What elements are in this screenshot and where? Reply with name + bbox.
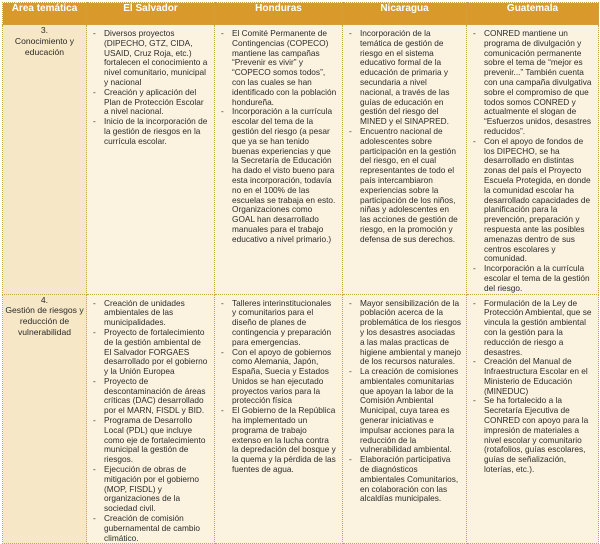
list-item: - CONRED mantiene un programa de divulgación y comunicación permanente sobre el tema de “mejor es prevenir...” También cuenta con una campaña divulgativa sobre el compromiso de que todos somos CONRED y actualmente el slogan de “Esfuerzos unidos, desastres reducidos”. (472, 29, 593, 137)
cell-honduras (215, 294, 343, 544)
list-item: - Incorporación de la temática de gestión de riesgo en el sistema educativo formal de la educación de primaria y secundaria a nivel nacional, a través de las guías de educación en gestión del riesgo del MINED y el SINAPRED. (348, 29, 461, 127)
area-number: 4. (40, 294, 49, 305)
list-item: - Con el apoyo de gobiernos como Alemania, Japón, España, Suecia y Estados Unidos se han ejecutado proyectos varios para la protección física (220, 348, 337, 407)
table-row (3, 294, 599, 544)
list-item: - Programa de Desarrollo Local (PDL) que incluye como eje de fortalecimiento municipal la gestión de riesgos. (92, 416, 209, 465)
list-item: - Diversos proyectos (DIPECHO, GTZ, CIDA, USAID, Cruz Roja, etc.) fortalecen el conocimiento a nivel comunitario, municipal y nacional (92, 29, 209, 88)
cell-guatemala (467, 25, 599, 295)
list-item: - Se ha fortalecido a la Secretaría Ejecutiva de CONRED con apoyo para la impresión de materiales a nivel escolar y comunitario (rotafolios, guías escolares, guías de señalización, loterías, etc.). (472, 396, 593, 474)
list-item: - Formulación de la Ley de Protección Ambiental, que se vincula la gestión ambiental con la gestión para la reducción de riesgo a desastres. (472, 299, 593, 358)
list-item: - El Comité Permanente de Contingencias (COPECO) mantiene las campañas “Prevenir es vivir” y “COPECO somos todos”, con las cuales se han identificado con la población hondureña. (220, 29, 337, 107)
table-row (3, 25, 599, 295)
list-item: - Creación y aplicación del Plan de Protección Escolar a nivel nacional. (92, 88, 209, 117)
list-item: - Incorporación a la currícula escolar del tema de la gestión del riesgo (a pesar que ya se han tenido buenas experiencias y que la Secretaría de Educación ha dado el visto bueno para esta incorporación, todavía no en el 100% de las escuelas se trabaja en esto. Organizaciones como GOAL han desarrollado manuales para el trabajo educativo a nivel primario.) (220, 107, 337, 244)
area-name: Gestión de riesgos y reducción de vulnerabilidad (5, 305, 84, 337)
header-row (3, 3, 599, 25)
list-item: - Mayor sensibilización de la población acerca de la problemática de los riesgos y los desastres asociadas a las malas practicas de higiene ambiental y manejo de los recursos naturales. (348, 299, 461, 368)
list-item: - El Gobierno de la República ha implementado un programa de trabajo extenso en la lucha contra la depredación del bosque y la quema y la pérdida de las fuentes de agua. (220, 406, 337, 475)
cell-el-salvador (87, 25, 215, 295)
list-item: - Encuentro nacional de adolescentes sobre participación en la gestión del riesgo, en el cual representantes de todo el país intercambiaron experiencias sobre la participación de los niños, niñas y adolescentes en las acciones de gestión de riesgo, en la promoción y defensa de sus derechos. (348, 127, 461, 245)
list-item: - Talleres interinstitucionales y comunitarios para el diseño de planes de contingencia y preparación para emergencias. (220, 299, 337, 348)
list-item: - La creación de comisiones ambientales comunitarias que apoyan la labor de la Comisión Ambiental Municipal, cuya tarea es generar iniciativas e impulsar acciones para la reducción de la vulnerabilidad ambiental. (348, 367, 461, 455)
list-item: - Proyecto de descontaminación de áreas críticas (DAC) desarrollado por el MARN, FISDL y BID. (92, 377, 209, 416)
cell-nicaragua (343, 25, 467, 295)
list-item: - Elaboración participativa de diagnósticos ambientales Comunitarios, en colaboración con las alcaldías municipales. (348, 455, 461, 504)
header-el-salvador: El Salvador (87, 3, 215, 25)
list-item: - Proyecto de fortalecimiento de la gestión ambiental de El Salvador FORGAES desarrollado por el gobierno y la Unión Europea (92, 328, 209, 377)
area-number: 3. (40, 25, 49, 35)
area-name: Conocimiento y educación (14, 35, 75, 57)
list-item: - Creación de comisión gubernamental de cambio climático. (92, 514, 209, 543)
header-honduras: Honduras (215, 3, 343, 25)
cell-el-salvador (87, 294, 215, 544)
comparison-table (2, 2, 599, 544)
list-item: - Creación del Manual de Infraestructura Escolar en el Ministerio de Educación (MINEDUC) (472, 357, 593, 396)
area-cell (3, 294, 87, 544)
cell-guatemala (467, 294, 599, 544)
list-item: - Inicio de la incorporación de la gestión de riesgos en la currícula escolar. (92, 117, 209, 146)
cell-honduras (215, 25, 343, 295)
list-item: - Ejecución de obras de mitigación por el gobierno (MOP, FISDL) y organizaciones de la sociedad civil. (92, 465, 209, 514)
header-guatemala: Guatemala (467, 3, 599, 25)
header-area: Área temática (3, 3, 87, 25)
list-item: - Creación de unidades ambientales de las municipalidades. (92, 299, 209, 328)
cell-nicaragua (343, 294, 467, 544)
list-item: - Con el apoyo de fondos de los DIPECHO, se ha desarrollado en distintas zonas del país el Proyecto Escuela Protegida, en donde la comunidad escolar ha desarrollado capacidades de planificación para la prevención, preparación y respuesta ante las posibles amenazas dentro de sus centros escolares y comunidad. (472, 137, 593, 264)
header-nicaragua: Nicaragua (343, 3, 467, 25)
area-cell (3, 25, 87, 295)
list-item: - Incorporación a la currícula escolar el tema de la gestión del riesgo. (472, 264, 593, 293)
